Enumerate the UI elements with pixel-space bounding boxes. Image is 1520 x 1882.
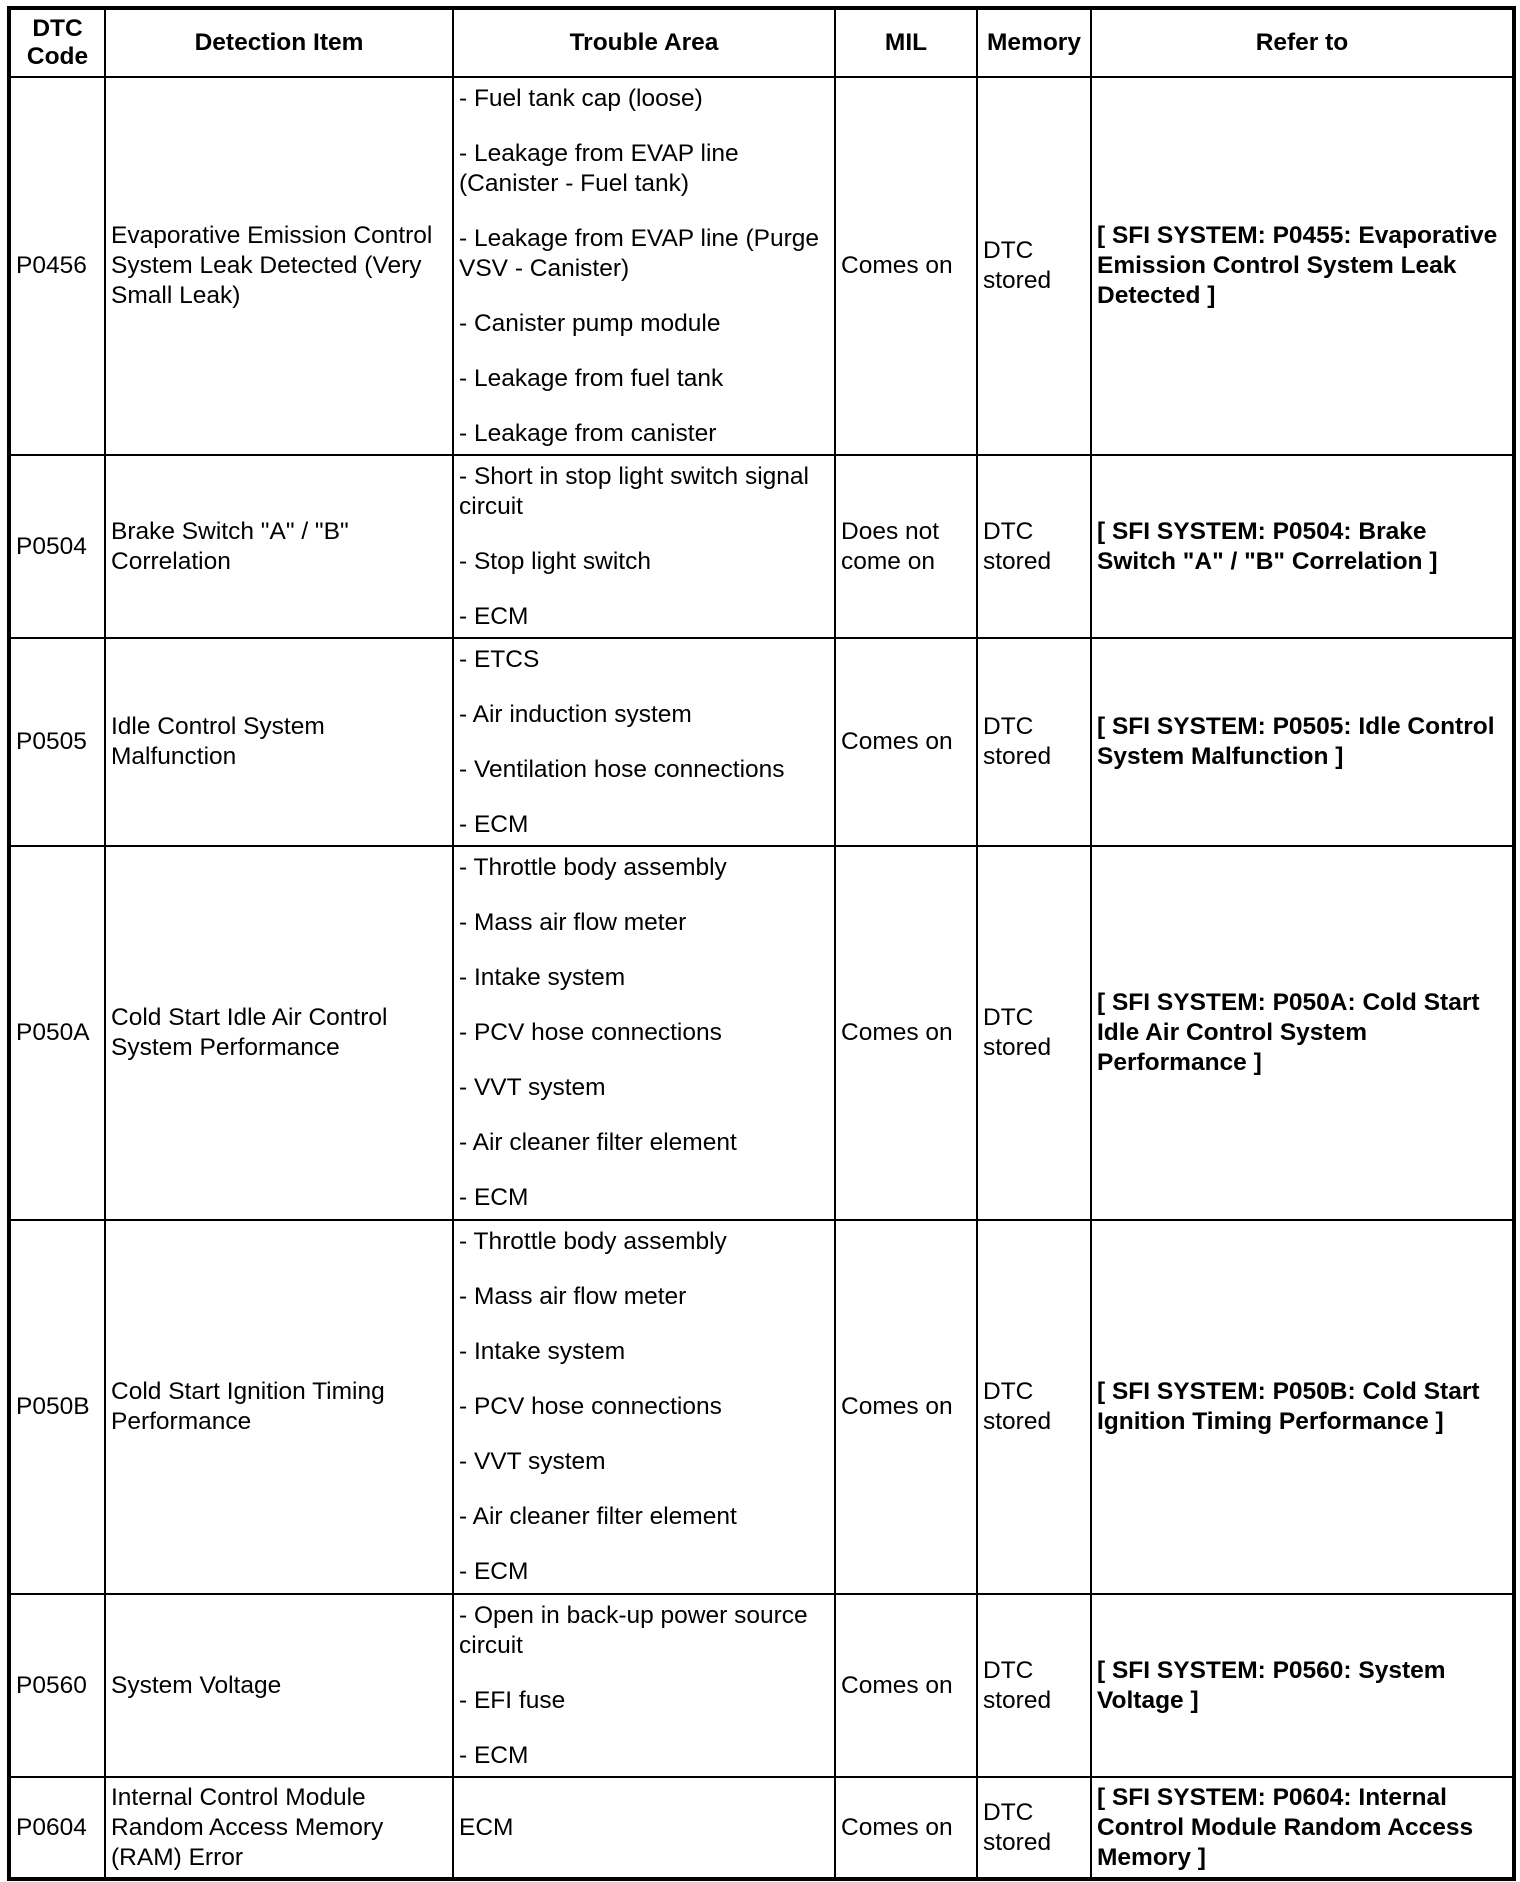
header-row: [9, 8, 1514, 77]
trouble-area-item: - ECM: [459, 1558, 529, 1585]
refer-to-link: [ SFI SYSTEM: P0455: Evaporative Emission Control System Leak Detected ]: [1091, 77, 1514, 455]
trouble-area-item: - ETCS: [459, 645, 540, 673]
header-refer-to: Refer to: [1091, 8, 1514, 77]
trouble-area-item: - Mass air flow meter: [459, 1283, 687, 1310]
header-mil: MIL: [835, 8, 977, 77]
refer-to-link: [ SFI SYSTEM: P050A: Cold Start Idle Air Control System Performance ]: [1091, 846, 1514, 1220]
detection-item-cell: Brake Switch "A" / "B" Correlation: [105, 455, 453, 638]
memory-cell: DTC stored: [977, 846, 1091, 1220]
dtc-code-cell: P0604: [9, 1777, 105, 1879]
header-detection-item: Detection Item: [105, 8, 453, 77]
detection-item-cell: Cold Start Idle Air Control System Performance: [105, 846, 453, 1220]
memory-cell: DTC stored: [977, 1594, 1091, 1777]
dtc-code-cell: P050A: [9, 846, 105, 1220]
memory-cell: DTC stored: [977, 1220, 1091, 1594]
detection-item-cell: Cold Start Ignition Timing Performance: [105, 1220, 453, 1594]
table-row: [9, 638, 1514, 846]
trouble-area-cell: [453, 846, 835, 1220]
mil-cell: Comes on: [835, 77, 977, 455]
header-memory: Memory: [977, 8, 1091, 77]
detection-item-cell: Internal Control Module Random Access Memory (RAM) Error: [105, 1777, 453, 1879]
detection-item-cell: System Voltage: [105, 1594, 453, 1777]
memory-cell: DTC stored: [977, 638, 1091, 846]
trouble-area-item: - EFI fuse: [459, 1686, 566, 1714]
refer-to-link: [ SFI SYSTEM: P0604: Internal Control Module Random Access Memory ]: [1091, 1777, 1514, 1879]
trouble-area-item: - Open in back-up power source circuit: [459, 1601, 808, 1659]
detection-item-cell: Idle Control System Malfunction: [105, 638, 453, 846]
trouble-area-item: - PCV hose connections: [459, 1393, 722, 1420]
trouble-area-item: - ECM: [459, 810, 529, 838]
trouble-area-cell: [453, 77, 835, 455]
trouble-area-item: - Leakage from fuel tank: [459, 364, 724, 392]
trouble-area-item: - Canister pump module: [459, 309, 721, 337]
table-row: [9, 77, 1514, 455]
table-row: [9, 455, 1514, 638]
trouble-area-item: - VVT system: [459, 1074, 606, 1101]
table-row: [9, 1220, 1514, 1594]
trouble-area-item: - Mass air flow meter: [459, 909, 687, 936]
refer-to-link: [ SFI SYSTEM: P0504: Brake Switch "A" / "B" Correlation ]: [1091, 455, 1514, 638]
trouble-area-item: - Ventilation hose connections: [459, 755, 785, 783]
dtc-code-cell: P0504: [9, 455, 105, 638]
trouble-area-item: - Fuel tank cap (loose): [459, 84, 703, 112]
trouble-area-item: - ECM: [459, 1184, 529, 1211]
dtc-code-cell: P0456: [9, 77, 105, 455]
refer-to-link: [ SFI SYSTEM: P0560: System Voltage ]: [1091, 1594, 1514, 1777]
trouble-area-cell: [453, 1777, 835, 1879]
trouble-area-cell: [453, 638, 835, 846]
memory-cell: DTC stored: [977, 77, 1091, 455]
trouble-area-item: - ECM: [459, 602, 529, 630]
dtc-code-cell: P050B: [9, 1220, 105, 1594]
trouble-area-item: - Leakage from EVAP line (Purge VSV - Canister): [459, 224, 819, 282]
mil-cell: Does not come on: [835, 455, 977, 638]
refer-to-link: [ SFI SYSTEM: P0505: Idle Control System Malfunction ]: [1091, 638, 1514, 846]
dtc-table: [7, 6, 1516, 1881]
dtc-code-cell: P0505: [9, 638, 105, 846]
mil-cell: Comes on: [835, 1777, 977, 1879]
header-dtc-code: DTC Code: [9, 8, 105, 77]
trouble-area-item: - Intake system: [459, 1338, 626, 1365]
mil-cell: Comes on: [835, 1594, 977, 1777]
trouble-area-item: - Leakage from EVAP line (Canister - Fuel tank): [459, 139, 739, 197]
trouble-area-cell: [453, 1594, 835, 1777]
dtc-table-body: [9, 77, 1514, 1879]
trouble-area-item: - Air induction system: [459, 700, 692, 728]
trouble-area-cell: [453, 1220, 835, 1594]
dtc-code-cell: P0560: [9, 1594, 105, 1777]
trouble-area-item: - ECM: [459, 1741, 529, 1769]
refer-to-link: [ SFI SYSTEM: P050B: Cold Start Ignition Timing Performance ]: [1091, 1220, 1514, 1594]
table-row: [9, 1777, 1514, 1879]
memory-cell: DTC stored: [977, 455, 1091, 638]
mil-cell: Comes on: [835, 846, 977, 1220]
trouble-area-cell: [453, 455, 835, 638]
trouble-area-item: - Air cleaner filter element: [459, 1129, 737, 1156]
table-row: [9, 846, 1514, 1220]
mil-cell: Comes on: [835, 1220, 977, 1594]
trouble-area-item: - Stop light switch: [459, 547, 651, 575]
dtc-table-wrapper: [7, 6, 1516, 1881]
trouble-area-item: - Short in stop light switch signal circuit: [459, 462, 809, 520]
trouble-area-item: - PCV hose connections: [459, 1019, 722, 1046]
trouble-area-item: - Throttle body assembly: [459, 854, 727, 881]
table-row: [9, 1594, 1514, 1777]
header-trouble-area: Trouble Area: [453, 8, 835, 77]
trouble-area-item: - Leakage from canister: [459, 419, 717, 447]
trouble-area-item: - Intake system: [459, 964, 626, 991]
trouble-area-item: - Air cleaner filter element: [459, 1503, 737, 1530]
memory-cell: DTC stored: [977, 1777, 1091, 1879]
trouble-area-item: ECM: [459, 1813, 514, 1841]
mil-cell: Comes on: [835, 638, 977, 846]
detection-item-cell: Evaporative Emission Control System Leak Detected (Very Small Leak): [105, 77, 453, 455]
trouble-area-item: - VVT system: [459, 1448, 606, 1475]
trouble-area-item: - Throttle body assembly: [459, 1228, 727, 1255]
